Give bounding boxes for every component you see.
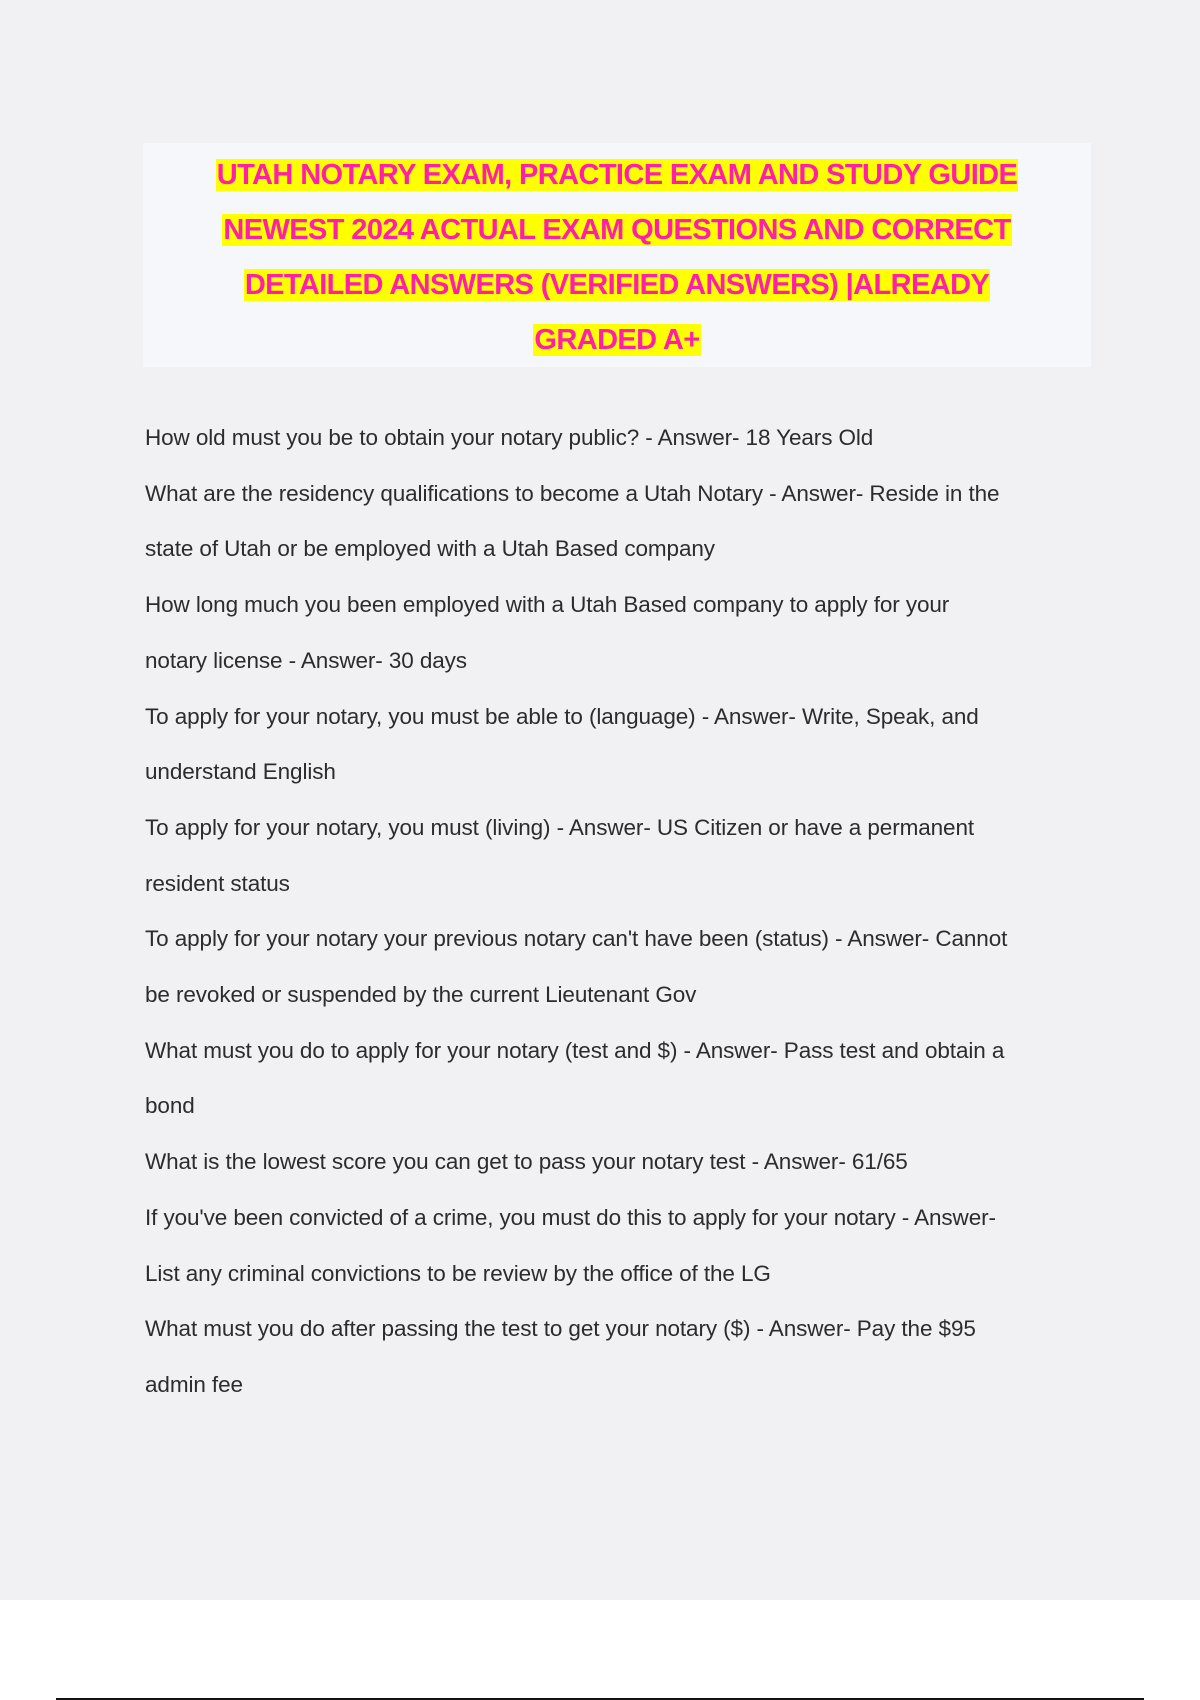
qa-line: bond bbox=[145, 1093, 195, 1119]
qa-line: How long much you been employed with a Utah Based company to apply for your bbox=[145, 592, 950, 618]
qa-line: What are the residency qualifications to become a Utah Notary - Answer- Reside in the bbox=[145, 480, 1000, 506]
qa-line: notary license - Answer- 30 days bbox=[145, 647, 467, 673]
qa-line: state of Utah or be employed with a Utah Based company bbox=[145, 536, 715, 562]
qa-line: To apply for your notary, you must be able to (language) - Answer- Write, Speak, and bbox=[145, 703, 979, 729]
qa-line: be revoked or suspended by the current Lieutenant Gov bbox=[145, 982, 697, 1008]
title-line-text: GRADED A+ bbox=[534, 324, 700, 356]
qa-line: What must you do to apply for your notary (test and $) - Answer- Pass test and obtain a bbox=[145, 1037, 1005, 1063]
title-line-text: NEWEST 2024 ACTUAL EXAM QUESTIONS AND CORRECT bbox=[223, 214, 1011, 246]
qa-list bbox=[145, 410, 1105, 1413]
qa-line: admin fee bbox=[145, 1371, 243, 1397]
qa-line: If you've been convicted of a crime, you must do this to apply for your notary - Answer- bbox=[145, 1204, 996, 1230]
title-line-text: UTAH NOTARY EXAM, PRACTICE EXAM AND STUDY GUIDE bbox=[216, 159, 1018, 191]
title-line bbox=[143, 313, 1091, 368]
qa-line: resident status bbox=[145, 870, 290, 896]
qa-line: List any criminal convictions to be review by the office of the LG bbox=[145, 1260, 771, 1286]
qa-line: To apply for your notary your previous notary can't have been (status) - Answer- Cannot bbox=[145, 926, 1008, 952]
title-line-text: DETAILED ANSWERS (VERIFIED ANSWERS) |ALREADY bbox=[244, 269, 990, 301]
document-title bbox=[143, 143, 1091, 367]
qa-line: What must you do after passing the test to get your notary ($) - Answer- Pay the $95 bbox=[145, 1316, 976, 1342]
qa-line: understand English bbox=[145, 759, 336, 785]
title-line bbox=[143, 203, 1091, 258]
title-line bbox=[143, 148, 1091, 203]
title-line bbox=[143, 258, 1091, 313]
qa-line: To apply for your notary, you must (living) - Answer- US Citizen or have a permanent bbox=[145, 814, 975, 840]
qa-line: What is the lowest score you can get to pass your notary test - Answer- 61/65 bbox=[145, 1149, 908, 1175]
qa-line: How old must you be to obtain your notary public? - Answer- 18 Years Old bbox=[145, 425, 874, 450]
